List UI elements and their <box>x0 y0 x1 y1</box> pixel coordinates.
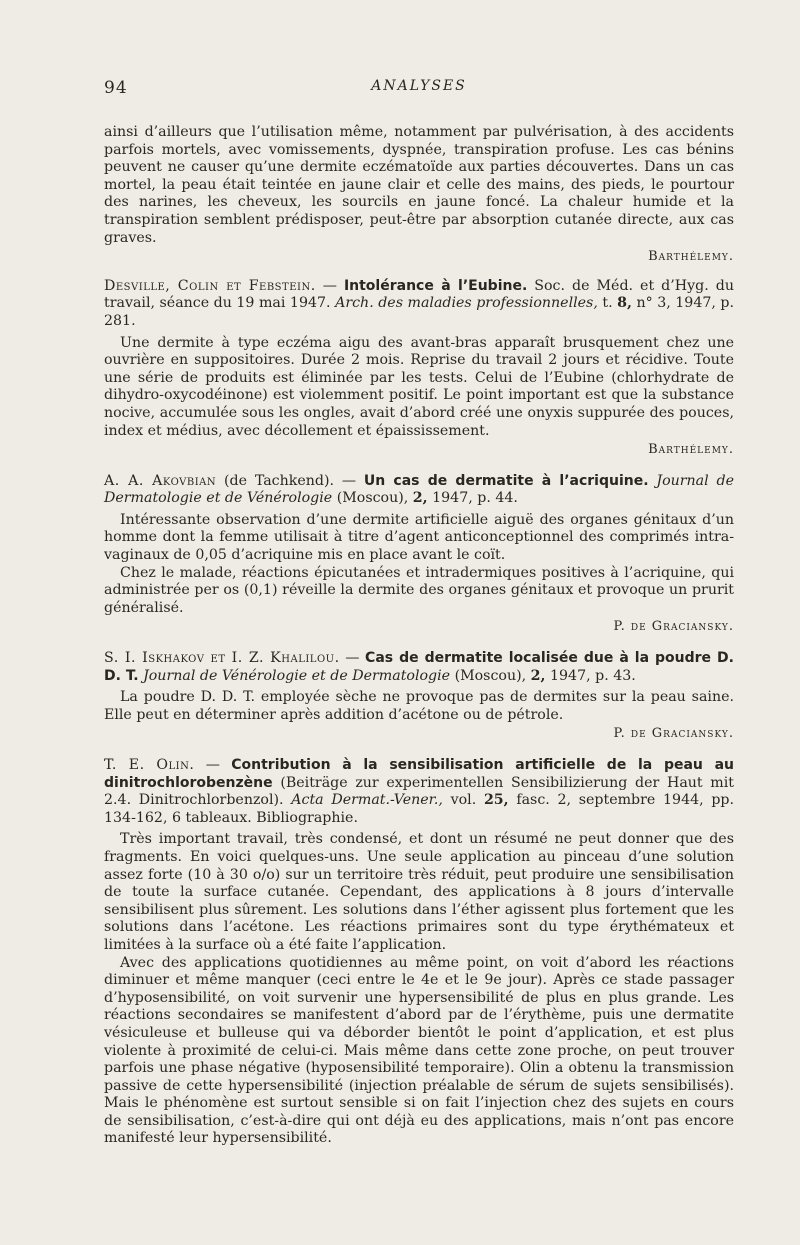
article-title: Contribution à la sensibilisation artificielle de la peau au dinitrochlorobenzène <box>104 757 734 791</box>
page-number: 94 <box>104 78 128 98</box>
article-title: Cas de dermatite localisée due à la poudre D. D. T. <box>104 650 734 684</box>
article-source-post: vol. <box>450 792 477 809</box>
article-authors: T. E. Olin. <box>104 757 195 773</box>
article-details: 1947, p. 43. <box>549 667 636 684</box>
article-body: Une dermite à type eczéma aigu des avant-bras apparaît brusquement chez une ouvrière en suppositoires. Durée 2 mois. Reprise du travail 2 jours et récidive. Toute une série de produits est éliminée par les tests. Celui de l’Eubine (chlorhydrate de dihydro-oxycodéinone) est violemment positif. Le point important est que la substance nocive, accumulée sous les ongles, avait d’abord créé une onyxis suppurée des pouces, index et médius, avec décollement et épaississement. <box>104 334 734 439</box>
article-body: Avec des applications quotidiennes au même point, on voit d’abord les réactions diminuer et même manquer (ceci entre le 4e et le 9e jour). Après ce stade passager d’hyposensibilité, on voit survenir une hypersensibilité de plus en plus grande. Les réactions secondaires se manifestent d’abord par de l’érythème, puis une dermatite vésiculeuse et bulleuse qui va déborder bientôt le point d’application, et est plus violente à proximité de celui-ci. Mais même dans cette zone proche, on peut trouver parfois une phase négative (hyposensibilité temporaire). Olin a obtenu la transmission passive de cette hypersensibilité (injection préalable de sérum de sujets sensibilisés). Mais le phénomène est surtout sensible si on fait l’injection chez des sujets en cours de sensibilisation, c’est-à-dire qui ont déjà eu des applications, mais n’ont pas encore manifesté leur hypersensibilité. <box>104 954 734 1147</box>
article-signature: P. de Graciansky. <box>613 619 734 635</box>
article-signature: Barthélemy. <box>648 442 734 458</box>
article-volume: 2, <box>412 490 428 507</box>
intro-paragraph: ainsi d’ailleurs que l’utilisation même, notamment par pulvérisation, à des accidents parfois mortels, avec vomissements, dyspnée, transpiration profuse. Les cas bénins peuvent ne causer qu’une dermite eczématoïde aux parties découvertes. Dans un cas mortel, la peau était teintée en jaune clair et celle des mains, des pieds, le pourtour des narines, les cheveux, les sourcils en jaune foncé. La chaleur humide et la transpiration semblent prédisposer, peut-être par absorption cutanée directe, aux cas graves. <box>104 124 734 246</box>
article-heading: T. E. Olin. — Contribution à la sensibilisation artificielle de la peau au dinitrochlorobenzène (Beiträge zur experimentellen Sensibilizierung der Haut mit 2.4. Dinitrochlorbenzol). Acta Dermat.-Vener., vol. 25, fasc. 2, septembre 1944, pp. 134-162, 6 tableaux. Bibliographie. <box>104 757 735 826</box>
article-journal: Journal de Vénérologie et de Dermatologie <box>143 667 451 684</box>
article-signature: P. de Graciansky. <box>613 726 734 742</box>
intro-signature: Barthélemy. <box>648 249 734 265</box>
article-volume: 8, <box>617 295 632 312</box>
article-olin <box>104 757 734 1148</box>
article-journal: Arch. des maladies professionnelles, <box>335 295 598 312</box>
article-source-post: (Moscou), <box>336 490 409 507</box>
article-body: La poudre D. D. T. employée sèche ne provoque pas de dermites sur la peau saine. Elle peut en déterminer après addition d’acétone ou de pétrole. <box>104 689 734 723</box>
article-title: Un cas de dermatite à l’acriquine. <box>363 472 649 489</box>
article-akovbian <box>104 473 734 636</box>
article-volume: 2, <box>530 667 546 684</box>
article-body: Chez le malade, réactions épicutanées et intradermiques positives à l’acriquine, qui administrée per os (0,1) réveille la dermite des organes génitaux et provoque un prurit généralisé. <box>104 564 734 616</box>
article-authors: A. A. Akovbian <box>104 472 217 489</box>
article-title: Intolérance à l’Eubine. <box>343 277 528 294</box>
article-location: (de Tachkend). <box>224 472 335 489</box>
article-details: 1947, p. 44. <box>432 490 518 507</box>
article-journal: Acta Dermat.-Vener., <box>291 792 443 809</box>
article-source-post: (Moscou), <box>454 667 527 684</box>
article-volume: 25, <box>483 792 509 809</box>
article-desville <box>104 278 734 459</box>
article-heading: Desville, Colin et Febstein. — Intolérance à l’Eubine. Soc. de Méd. et d’Hyg. du travail, séance du 19 mai 1947. Arch. des maladies professionnelles, t. 8, n° 3, 1947, p. 281. <box>104 277 734 329</box>
article-source: Soc. de Méd. et d’Hyg. du travail, séance du 19 mai 1947. <box>104 277 734 312</box>
article-heading: S. I. Iskhakov et I. Z. Khalilou. — Cas de dermatite localisée due à la poudre D. D. T. Journal de Vénérologie et de Dermatologie (Moscou), 2, 1947, p. 43. <box>104 650 734 684</box>
section-title: ANALYSES <box>371 78 467 94</box>
article-details: fasc. 2, septembre 1944, pp. 134-162, 6 tableaux. Bibliographie. <box>104 792 735 826</box>
article-heading: A. A. Akovbian (de Tachkend). — Un cas de dermatite à l’acriquine. Journal de Dermatologie et de Vénérologie (Moscou), 2, 1947, p. 44. <box>104 472 734 507</box>
article-iskhakov <box>104 650 734 743</box>
article-body: Très important travail, très condensé, et dont un résumé ne peut donner que des fragments. En voici quelques-uns. Une seule application au pinceau d’une solution assez forte (10 à 30 o/o) sur un territoire très réduit, peut produire une sensibilisation de toute la surface cutanée. Cependant, des applications à 8 jours d’intervalle sensibilisent plus sûrement. Les solutions dans l’éther agissent plus fortement que les solutions dans l’acétone. Les réactions primaires sont du type érythémateux et limitées à la surface où a été faite l’application. <box>104 831 734 953</box>
article-journal: Journal de Dermatologie et de Vénérologie <box>104 472 734 507</box>
article-authors: S. I. Iskhakov et I. Z. Khalilou. <box>104 650 340 667</box>
running-head <box>104 74 734 104</box>
article-source: (Beiträge zur experimentellen Sensibilizierung der Haut mit 2.4. Dinitrochlorbenzol). <box>104 774 734 809</box>
article-source-post: t. <box>602 295 613 312</box>
article-body: Intéressante observation d’une dermite artificielle aiguë des organes génitaux d’un homme dont la femme utilisait à titre d’agent anticonceptionnel des comprimés intra-vaginaux de 0,05 d’acriquine mis en place avant le coït. <box>104 511 734 564</box>
article-authors: Desville, Colin et Febstein. <box>104 277 316 294</box>
article-details: n° 3, 1947, p. 281. <box>104 295 734 329</box>
